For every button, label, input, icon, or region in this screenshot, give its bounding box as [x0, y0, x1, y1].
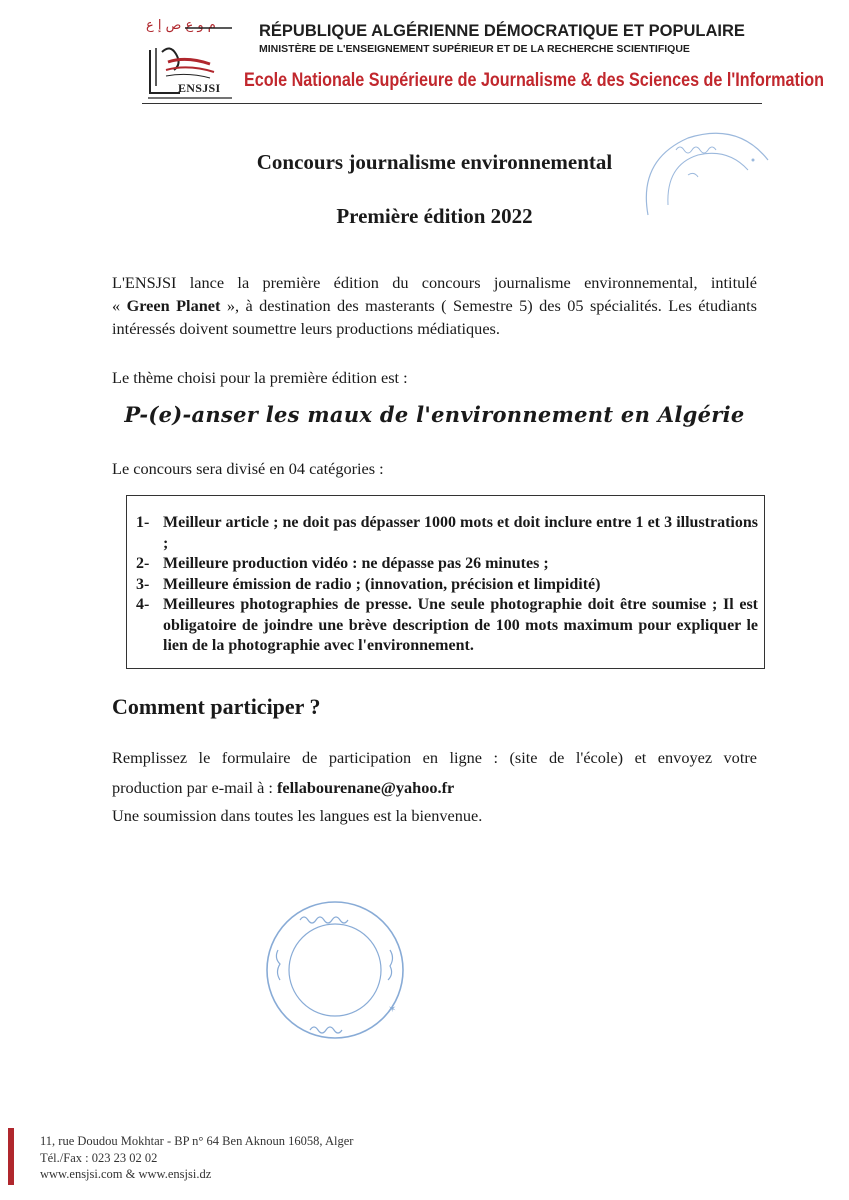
categories-list [136, 513, 758, 657]
school-name: Ecole Nationale Supérieure de Journalisme & des Sciences de l'Information [244, 70, 825, 91]
category-number: 4- [136, 596, 150, 613]
participate-line-1: Remplissez le formulaire de participation en ligne : (site de l'école) et envoyez votre [112, 748, 757, 767]
republic-heading: RÉPUBLIQUE ALGÉRIENNE DÉMOCRATIQUE ET POPULAIRE [259, 22, 745, 40]
languages-note: Une soumission dans toutes les langues est la bienvenue. [112, 806, 483, 825]
logo-arabic-text: م و ع ص إ ع [146, 18, 216, 33]
intro-rest: », à destination des masterants ( Semestre 5) des 05 spécialités. Les étudiants intéressés doivent soumettre leurs productions médiatiques. [112, 296, 757, 338]
official-stamp-icon [260, 890, 410, 1050]
participate-line-2: production par e-mail à : [112, 778, 278, 797]
category-text: Meilleure production vidéo : ne dépasse pas 26 minutes ; [163, 555, 549, 572]
list-item [136, 513, 758, 554]
category-number: 1- [136, 514, 150, 531]
list-item [136, 554, 758, 575]
category-number: 3- [136, 575, 150, 593]
edition-title: Première édition 2022 [336, 204, 533, 228]
intro-paragraph [112, 271, 757, 340]
footer-websites[interactable]: www.ensjsi.com & www.ensjsi.dz [40, 1167, 212, 1181]
logo-acronym: ENSJSI [178, 81, 221, 95]
contest-name: Green Planet [126, 296, 221, 315]
footer-accent-bar [8, 1128, 14, 1185]
participate-heading: Comment participer ? [112, 694, 321, 719]
list-item [136, 595, 758, 657]
quote-open: « [112, 296, 127, 315]
header-divider [142, 103, 762, 104]
category-number: 2- [136, 555, 150, 572]
ministry-heading: MINISTÈRE DE L'ENSEIGNEMENT SUPÉRIEUR ET DE LA RECHERCHE SCIENTIFIQUE [259, 43, 690, 55]
category-text: Meilleures photographies de presse. Une seule photographie doit être soumise ; Il est obligatoire de joindre une brève description de 100 mots maximum pour expliquer le lien de la photographie avec l'environnement. [163, 596, 758, 654]
category-text: Meilleur article ; ne doit pas dépasser 1000 mots et doit inclure entre 1 et 3 illustrations ; [163, 514, 758, 552]
document-title: Concours journalisme environnemental [256, 150, 613, 174]
category-text: Meilleure émission de radio ; (innovation, précision et limpidité) [163, 575, 601, 593]
footer-contact [40, 1133, 353, 1183]
list-item [136, 575, 758, 596]
participate-paragraph [112, 743, 757, 803]
theme-intro: Le thème choisi pour la première édition est : [112, 368, 408, 387]
theme-title: P-(e)-anser les maux de l'environnement en Algérie [124, 402, 745, 427]
ensjsi-logo [140, 18, 240, 103]
email-link[interactable]: fellabourenane@yahoo.fr [277, 778, 455, 797]
footer-address: 11, rue Doudou Mokhtar - BP n° 64 Ben Aknoun 16058, Alger [40, 1134, 354, 1148]
footer-phone: Tél./Fax : 023 23 02 02 [40, 1150, 158, 1165]
categories-intro: Le concours sera divisé en 04 catégories : [112, 459, 384, 478]
svg-text:✶: ✶ [388, 1004, 397, 1015]
intro-line-1: L'ENSJSI lance la première édition du concours journalisme environnemental, intitulé [112, 273, 757, 292]
